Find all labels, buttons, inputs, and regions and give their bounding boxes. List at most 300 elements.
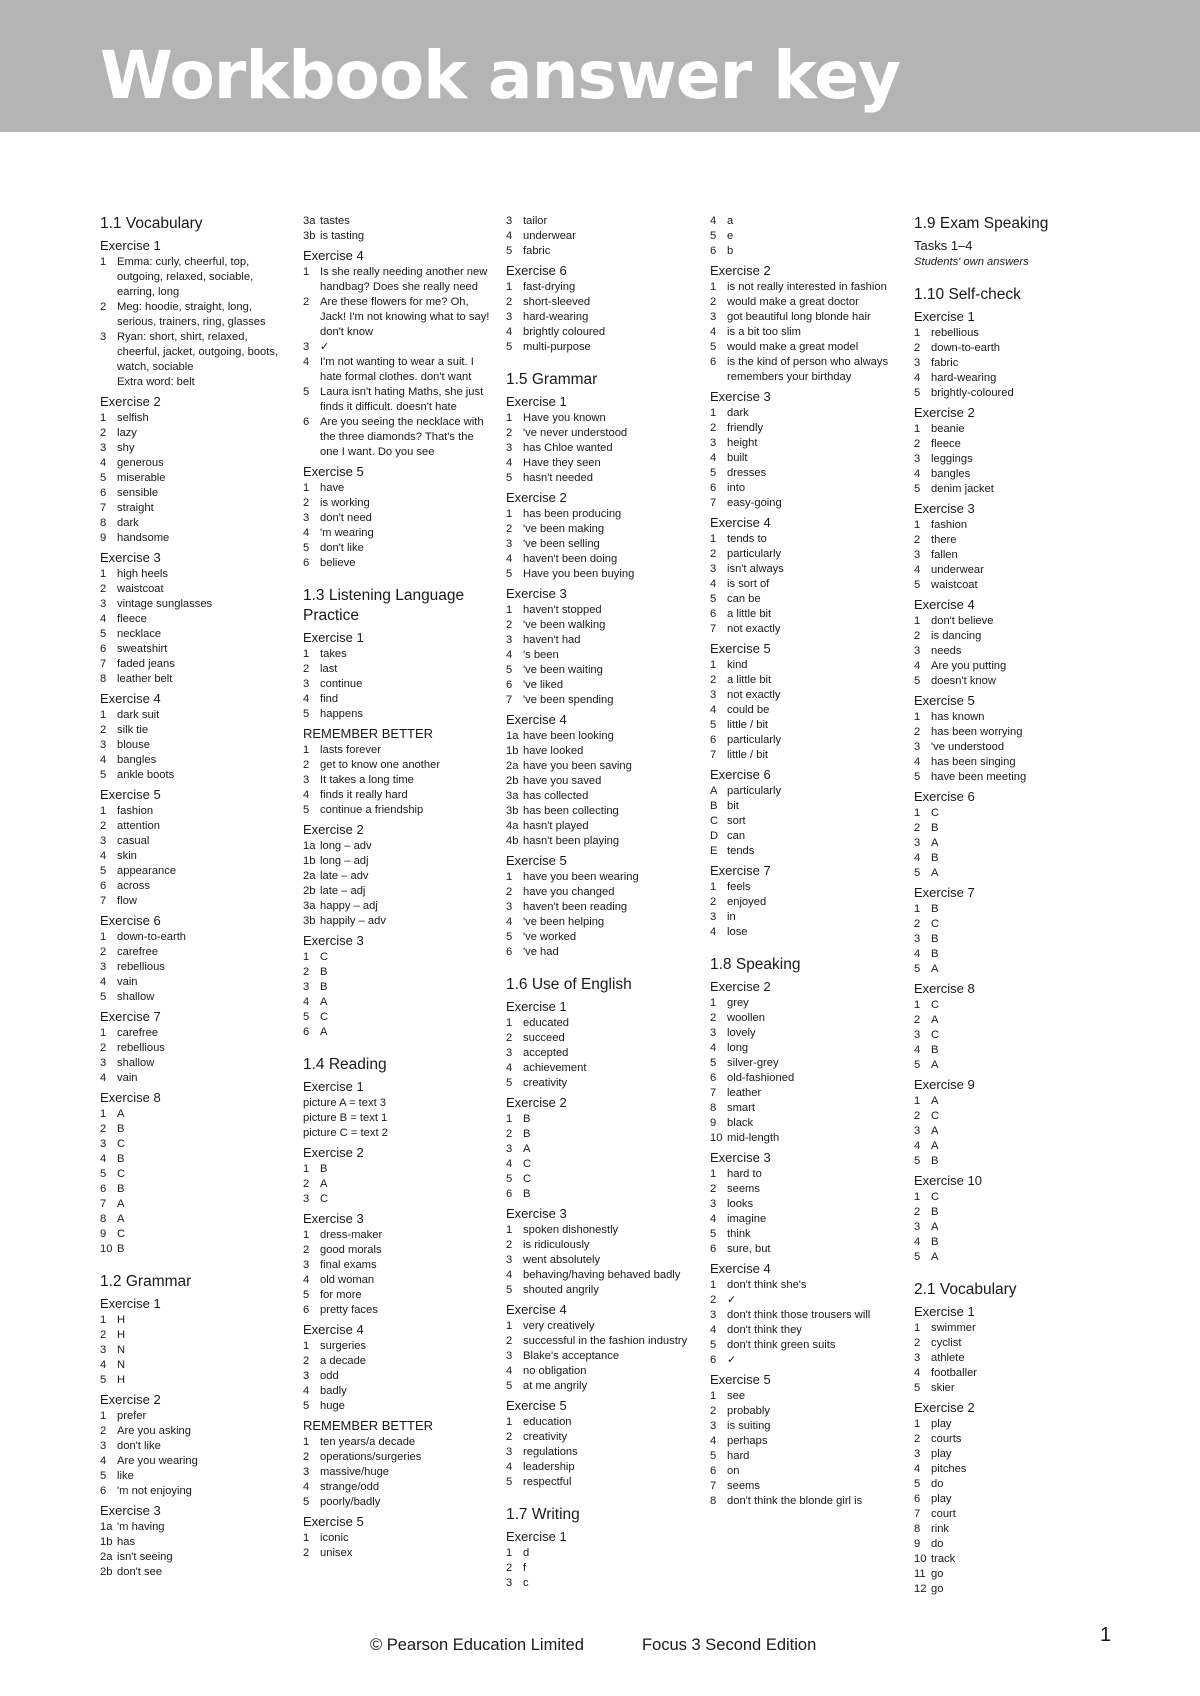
answer-item <box>914 644 1114 659</box>
item-answer: lasts forever <box>320 744 381 756</box>
item-number: 2 <box>506 886 513 898</box>
section-heading: 1.1 Vocabulary <box>100 215 203 232</box>
item-answer: e <box>727 230 734 242</box>
answer-item <box>914 962 1114 977</box>
item-answer: is sort of <box>727 578 770 590</box>
item-answer: have looked <box>523 745 584 757</box>
item-answer: don't think those trousers will <box>727 1309 871 1321</box>
item-number: 3 <box>506 1577 513 1589</box>
section-heading: 1.7 Writing <box>506 1506 580 1523</box>
answer-item <box>914 998 1114 1013</box>
item-number: 4 <box>303 1481 310 1493</box>
answer-item <box>303 788 493 803</box>
item-answer: isn't always <box>727 563 784 575</box>
item-answer: have you been saving <box>523 760 632 772</box>
answer-item <box>100 1041 290 1056</box>
answer-item <box>506 618 696 633</box>
item-number: 5 <box>506 1173 513 1185</box>
item-answer: prefer <box>117 1410 147 1422</box>
answer-item <box>100 582 290 597</box>
item-answer: N <box>117 1344 126 1356</box>
answer-item <box>710 547 900 562</box>
item-number: 4 <box>303 693 310 705</box>
answer-item <box>100 411 290 426</box>
item-answer: A <box>931 1125 939 1137</box>
item-number: 3 <box>506 538 513 550</box>
answer-item <box>914 1462 1114 1477</box>
item-number: 4 <box>710 926 717 938</box>
answer-item <box>506 633 696 648</box>
exercise-label: Exercise 4 <box>303 248 364 263</box>
item-number: 5 <box>506 472 513 484</box>
item-answer: kind <box>727 659 748 671</box>
item-number: 2a <box>506 760 519 772</box>
item-number: 5 <box>914 675 921 687</box>
item-answer: A <box>523 1143 531 1155</box>
item-number: 3 <box>303 678 310 690</box>
item-answer: seems <box>727 1183 760 1195</box>
item-answer: C <box>117 1168 126 1180</box>
item-answer: B <box>931 933 939 945</box>
item-number: 9 <box>100 532 107 544</box>
item-number: 5 <box>100 1168 107 1180</box>
item-number: 3 <box>914 645 921 657</box>
exercise-label: Exercise 8 <box>914 981 975 996</box>
item-number: 2 <box>506 619 513 631</box>
item-answer: for more <box>320 1289 362 1301</box>
item-answer: B <box>320 981 328 993</box>
item-answer: particularly <box>727 734 782 746</box>
item-number: 4 <box>100 976 107 988</box>
exercise-label: Exercise 1 <box>100 238 161 253</box>
item-answer: happily – adv <box>320 915 386 927</box>
item-number: 3 <box>506 311 513 323</box>
item-answer: C <box>931 999 940 1011</box>
item-answer: Are these flowers for me? Oh, Jack! I'm not knowing what to say! don't know <box>320 296 490 338</box>
exercise-label: Exercise 3 <box>506 1206 567 1221</box>
exercise-label: Exercise 1 <box>506 1529 567 1544</box>
item-number: 2 <box>506 427 513 439</box>
item-answer: continue a friendship <box>320 804 424 816</box>
item-answer: little / bit <box>727 719 769 731</box>
item-answer: is a bit too slim <box>727 326 801 338</box>
item-answer: high heels <box>117 568 169 580</box>
answer-item <box>100 1565 290 1580</box>
item-number: 2 <box>914 1014 921 1026</box>
item-number: 1 <box>506 871 513 883</box>
item-answer: don't think green suits <box>727 1339 836 1351</box>
item-number: 3 <box>303 341 310 353</box>
item-number: 2a <box>303 870 316 882</box>
item-number: 6 <box>710 482 717 494</box>
answer-item <box>710 1464 900 1479</box>
item-number: 4 <box>710 1213 717 1225</box>
answer-item <box>506 1172 696 1187</box>
item-number: 2 <box>506 296 513 308</box>
item-answer: shallow <box>117 991 155 1003</box>
item-answer: leggings <box>931 453 973 465</box>
item-answer: find <box>320 693 339 705</box>
item-number: 1b <box>303 855 316 867</box>
answer-item <box>506 567 696 582</box>
answer-item <box>914 806 1114 821</box>
item-number: 5 <box>710 593 717 605</box>
answer-item <box>914 1381 1114 1396</box>
item-answer: isn't seeing <box>117 1551 173 1563</box>
item-number: 1a <box>506 730 519 742</box>
item-answer: pitches <box>931 1463 967 1475</box>
answer-item <box>710 577 900 592</box>
item-answer: would make a great doctor <box>727 296 859 308</box>
item-number: 5 <box>914 483 921 495</box>
answer-item <box>506 663 696 678</box>
item-answer: have been meeting <box>931 771 1027 783</box>
answer-item <box>303 526 493 541</box>
answer-item <box>303 511 493 526</box>
answer-item <box>100 1071 290 1086</box>
answer-item <box>100 486 290 501</box>
item-answer: bangles <box>931 468 971 480</box>
answer-item <box>303 1399 493 1414</box>
item-number: 4 <box>914 468 921 480</box>
item-number: 6 <box>100 1485 107 1497</box>
answer-item <box>100 960 290 975</box>
item-answer: C <box>117 1138 126 1150</box>
item-answer: don't think the blonde girl is <box>727 1495 863 1507</box>
item-number: 2 <box>914 1206 921 1218</box>
item-answer: fabric <box>523 245 551 257</box>
exercise-label: Exercise 7 <box>710 863 771 878</box>
answer-item <box>100 1197 290 1212</box>
item-number: 5 <box>506 931 513 943</box>
item-answer: C <box>523 1173 532 1185</box>
item-answer: A <box>931 1140 939 1152</box>
item-answer: tends <box>727 845 755 857</box>
item-answer: silk tie <box>117 724 149 736</box>
answer-item <box>710 1449 900 1464</box>
item-answer: good morals <box>320 1244 382 1256</box>
item-answer: Have you been buying <box>523 568 635 580</box>
item-number: 2 <box>100 1123 107 1135</box>
item-number: 1 <box>506 1547 513 1559</box>
item-number: 3 <box>100 1138 107 1150</box>
answer-item <box>506 1460 696 1475</box>
answer-item <box>100 1535 290 1550</box>
item-number: 4 <box>710 452 717 464</box>
item-answer: 've been spending <box>523 694 614 706</box>
answer-item <box>914 710 1114 725</box>
exercise-label: Exercise 3 <box>710 389 771 404</box>
exercise-label: Exercise 6 <box>710 767 771 782</box>
item-answer: carefree <box>117 946 159 958</box>
section-heading: 1.4 Reading <box>303 1056 387 1073</box>
item-answer: last <box>320 663 338 675</box>
item-number: 1 <box>710 997 717 1009</box>
item-number: 12 <box>914 1583 927 1595</box>
answer-item <box>710 1197 900 1212</box>
item-number: 2 <box>303 497 310 509</box>
answer-item <box>506 834 696 849</box>
item-number: 5 <box>506 1476 513 1488</box>
answer-item <box>303 839 493 854</box>
item-answer: C <box>931 1110 940 1122</box>
item-answer: grey <box>727 997 749 1009</box>
answer-item <box>303 265 493 295</box>
answer-item <box>100 612 290 627</box>
item-answer: surgeries <box>320 1340 367 1352</box>
answer-item <box>303 869 493 884</box>
item-answer: woollen <box>727 1012 765 1024</box>
item-number: 1 <box>914 903 921 915</box>
answer-item <box>100 1469 290 1484</box>
item-number: 6 <box>710 356 717 368</box>
answer-item <box>914 629 1114 644</box>
section-heading: 1.3 Listening Language Practice <box>303 587 465 624</box>
item-number: 3 <box>506 215 513 227</box>
item-answer: long <box>727 1042 749 1054</box>
exercise-label: Exercise 3 <box>303 1211 364 1226</box>
answer-item <box>506 1445 696 1460</box>
item-answer: old-fashioned <box>727 1072 795 1084</box>
item-number: 4 <box>914 1044 921 1056</box>
item-answer: C <box>320 1011 329 1023</box>
item-answer: lovely <box>727 1027 756 1039</box>
answer-item <box>506 1561 696 1576</box>
item-answer: final exams <box>320 1259 377 1271</box>
item-number: 5 <box>100 769 107 781</box>
answer-item <box>710 1494 900 1509</box>
item-answer: don't think they <box>727 1324 802 1336</box>
item-number: 4 <box>506 1062 513 1074</box>
section-heading: 1.5 Grammar <box>506 371 598 388</box>
answer-item <box>100 1373 290 1388</box>
answer-item <box>100 864 290 879</box>
item-number: 4 <box>506 230 513 242</box>
item-answer: black <box>727 1117 754 1129</box>
item-answer: hard-wearing <box>523 311 589 323</box>
exercise-label: Exercise 6 <box>100 913 161 928</box>
answer-item <box>914 947 1114 962</box>
item-answer: dress-maker <box>320 1229 383 1241</box>
answer-item <box>710 829 900 844</box>
item-answer: 'm not enjoying <box>117 1485 192 1497</box>
item-number: 2 <box>914 534 921 546</box>
answer-item <box>914 902 1114 917</box>
item-answer: miserable <box>117 472 166 484</box>
item-number: 3 <box>100 442 107 454</box>
item-number: 8 <box>100 517 107 529</box>
item-number: 5 <box>303 1496 310 1508</box>
item-answer: poorly/badly <box>320 1496 381 1508</box>
item-number: 3 <box>303 512 310 524</box>
answer-item <box>100 1182 290 1197</box>
item-answer: 've had <box>523 946 559 958</box>
answer-item <box>914 1028 1114 1043</box>
answer-item <box>100 1167 290 1182</box>
item-answer: 've been making <box>523 523 605 535</box>
title-banner <box>0 0 1200 132</box>
answer-item <box>710 295 900 310</box>
answer-item <box>506 1127 696 1142</box>
item-answer: dark suit <box>117 709 160 721</box>
item-number: 1 <box>100 1108 107 1120</box>
item-number: 1 <box>914 615 921 627</box>
answer-item <box>506 603 696 618</box>
answer-item <box>100 1137 290 1152</box>
item-number: 8 <box>100 1213 107 1225</box>
item-answer: Blake's acceptance <box>523 1350 620 1362</box>
answer-item <box>914 1417 1114 1432</box>
item-answer: B <box>931 1206 939 1218</box>
answer-item <box>710 1212 900 1227</box>
item-answer: Laura isn't hating Maths, she just finds it difficult. doesn't hate <box>320 386 484 413</box>
exercise-label: Exercise 2 <box>710 263 771 278</box>
answer-item <box>100 990 290 1005</box>
answer-item <box>914 1109 1114 1124</box>
item-number: 4 <box>914 660 921 672</box>
item-answer: fast-drying <box>523 281 576 293</box>
item-answer: hasn't been playing <box>523 835 620 847</box>
answer-item <box>100 1484 290 1499</box>
item-number: 4 <box>506 1461 513 1473</box>
item-answer: doesn't know <box>931 675 996 687</box>
item-number: 5 <box>710 1339 717 1351</box>
exercise-label: Exercise 1 <box>506 394 567 409</box>
item-number: 2 <box>710 1294 717 1306</box>
answer-item <box>914 1250 1114 1265</box>
answer-item <box>710 1404 900 1419</box>
page-title: Workbook answer key <box>100 37 901 114</box>
answer-item <box>303 1546 493 1561</box>
answer-item <box>914 1366 1114 1381</box>
item-number: 5 <box>710 1450 717 1462</box>
item-number: 2 <box>100 820 107 832</box>
answer-item <box>100 1358 290 1373</box>
item-number: 4 <box>506 1365 513 1377</box>
item-answer: respectful <box>523 1476 572 1488</box>
item-answer: particularly <box>727 785 782 797</box>
item-number: 4 <box>100 1072 107 1084</box>
item-number: 1 <box>303 951 310 963</box>
item-answer: underwear <box>931 564 984 576</box>
item-answer: achievement <box>523 1062 587 1074</box>
item-number: 5 <box>710 467 717 479</box>
answer-item <box>506 1142 696 1157</box>
item-answer: shy <box>117 442 135 454</box>
item-number: C <box>710 815 719 827</box>
exercise-label: Exercise 5 <box>710 1372 771 1387</box>
item-number: 7 <box>914 1508 921 1520</box>
item-number: 2b <box>303 885 316 897</box>
item-number: 1 <box>710 659 717 671</box>
item-answer: 've been selling <box>523 538 600 550</box>
item-number: 1 <box>914 1418 921 1430</box>
answer-item <box>914 1058 1114 1073</box>
answer-item <box>914 1492 1114 1507</box>
item-answer: 've understood <box>931 741 1005 753</box>
item-answer: haven't stopped <box>523 604 602 616</box>
item-number: 1 <box>100 1027 107 1039</box>
item-number: 5 <box>914 1478 921 1490</box>
answer-item <box>710 592 900 607</box>
answer-item <box>914 578 1114 593</box>
answer-item <box>303 385 493 415</box>
exercise-label: Exercise 7 <box>914 885 975 900</box>
item-answer: spoken dishonestly <box>523 1224 619 1236</box>
answer-item <box>303 340 493 355</box>
item-answer: B <box>931 948 939 960</box>
item-answer: a <box>727 215 734 227</box>
answer-item <box>710 355 900 385</box>
answer-item <box>303 1288 493 1303</box>
answer-item <box>914 437 1114 452</box>
answer-item <box>506 522 696 537</box>
item-answer: vain <box>117 976 138 988</box>
answer-item <box>303 1010 493 1025</box>
answer-item <box>710 436 900 451</box>
answer-item <box>506 552 696 567</box>
item-answer: B <box>931 903 939 915</box>
answer-item <box>506 1334 696 1349</box>
exercise-label: Exercise 1 <box>914 309 975 324</box>
item-number: 5 <box>710 1057 717 1069</box>
item-number: 5 <box>710 341 717 353</box>
item-number: 2 <box>506 1562 513 1574</box>
answer-item <box>100 1122 290 1137</box>
item-answer: Have you known <box>523 412 606 424</box>
item-number: 10 <box>100 1243 113 1255</box>
answer-item <box>303 647 493 662</box>
answer-item <box>710 1353 900 1368</box>
item-number: 3 <box>100 598 107 610</box>
item-number: 3 <box>303 1466 310 1478</box>
item-number: 1 <box>303 1340 310 1352</box>
item-answer: has known <box>931 711 985 723</box>
item-answer: haven't been reading <box>523 901 628 913</box>
item-answer: c <box>523 1577 529 1589</box>
item-number: 2 <box>303 1547 310 1559</box>
answer-item <box>710 844 900 859</box>
answer-item <box>914 1582 1114 1597</box>
item-number: 2 <box>914 1337 921 1349</box>
answer-item <box>914 836 1114 851</box>
item-answer: cyclist <box>931 1337 962 1349</box>
item-answer: A <box>931 1221 939 1233</box>
item-number <box>100 375 117 390</box>
item-answer: there <box>931 534 957 546</box>
answer-item <box>710 673 900 688</box>
item-answer: vintage sunglasses <box>117 598 213 610</box>
item-number: 3 <box>303 1370 310 1382</box>
item-answer: brightly coloured <box>523 326 606 338</box>
item-number: 6 <box>710 734 717 746</box>
answer-item <box>100 1026 290 1041</box>
answer-item <box>303 677 493 692</box>
answer-item <box>914 326 1114 341</box>
item-answer: tastes <box>320 215 350 227</box>
item-answer: C <box>931 807 940 819</box>
item-answer: N <box>117 1359 126 1371</box>
page-number: 1 <box>1100 1624 1112 1646</box>
item-answer: is working <box>320 497 370 509</box>
answer-item <box>303 1192 493 1207</box>
exercise-label: Exercise 1 <box>506 999 567 1014</box>
item-answer: fallen <box>931 549 958 561</box>
item-number: 4 <box>914 852 921 864</box>
answer-item <box>506 441 696 456</box>
item-number: 2 <box>710 422 717 434</box>
item-number: 4 <box>710 578 717 590</box>
